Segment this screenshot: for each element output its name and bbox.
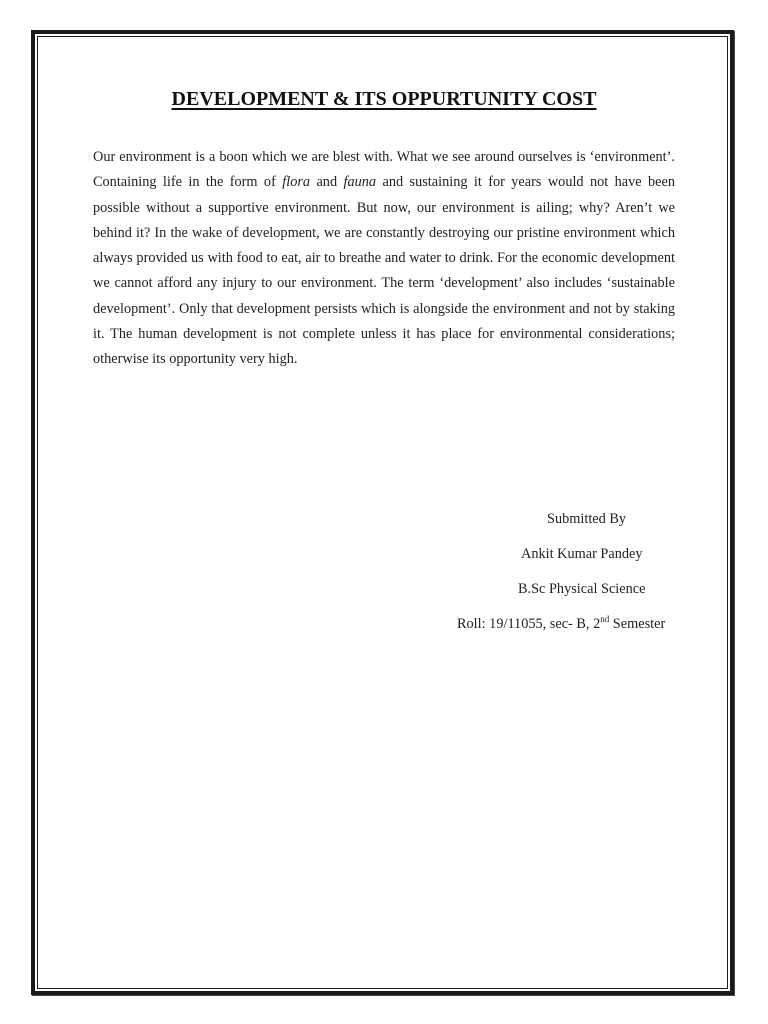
roll-text: Roll: 19/11055, sec- B, 2 xyxy=(457,616,601,632)
paragraph-and: and xyxy=(310,174,344,191)
submitter-name: Ankit Kumar Pandey xyxy=(521,546,643,562)
paragraph-text-end: and sustaining it for years would not have been possible without a supportive environment. But now, our environment is ailing; why? Aren’t we behind it? In the wake of development, we are constantly destroying our pristine environment which always provided us with food to eat, air to breathe and water to drink. For the economic development we cannot afford any injury to our environment. The term ‘development’ also includes ‘sustainable development’. Only that development persists which is alongside the environment and not by staking it. The human development is not complete unless it has place for environmental considerations; otherwise its opportunity very high. xyxy=(93,174,676,368)
submitter-roll xyxy=(457,616,665,633)
roll-semester: Semester xyxy=(609,616,666,632)
paragraph-text-start: Our environment is a boon which we are blest with. What we see around ourselves is ‘environment’. Containing life in the form of xyxy=(93,149,675,191)
submitter-course: B.Sc Physical Science xyxy=(518,581,646,597)
submitted-by-label: Submitted By xyxy=(547,511,627,527)
flora-word: flora xyxy=(282,174,311,191)
roll-ordinal: nd xyxy=(600,614,610,625)
body-paragraph xyxy=(93,145,675,373)
fauna-word: fauna xyxy=(343,174,377,191)
document-title: DEVELOPMENT & ITS OPPURTUNITY COST xyxy=(171,88,597,110)
